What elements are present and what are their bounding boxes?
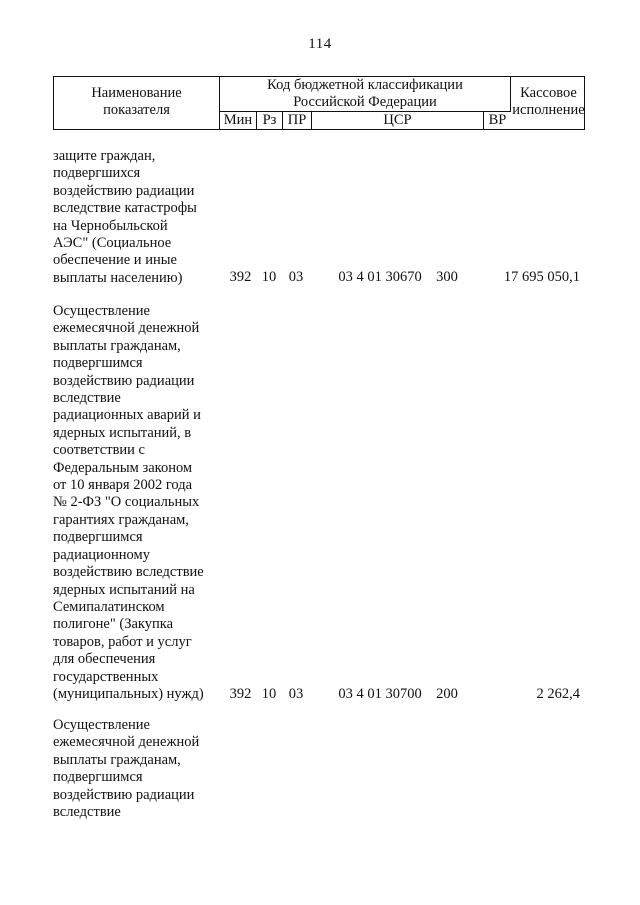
page-number: 114 (308, 36, 332, 52)
header-name: Наименование показателя (54, 77, 220, 129)
header-code-group: Код бюджетной классификации Российской Федерации (220, 77, 511, 112)
row-rz: 10 (261, 686, 277, 702)
table-header (53, 76, 585, 130)
row-csr: 03 4 01 30700 (338, 686, 422, 702)
row-vr: 200 (436, 686, 458, 702)
row-pr: 03 (288, 686, 304, 702)
header-cash-execution: Кассовое исполнение (512, 85, 585, 118)
row-name: защите граждан, подвергшихся воздействию радиации вследствие катастрофы на Чернобыльской АЭС" (Социальное обеспечение и иные выплаты населению) (53, 148, 197, 286)
header-min: Мин (220, 112, 257, 129)
row-min: 392 (229, 686, 252, 702)
row-sum: 2 262,4 (536, 686, 580, 702)
header-rz: Рз (257, 112, 283, 129)
row-rz: 10 (261, 269, 277, 285)
row-vr: 300 (436, 269, 458, 285)
row-name: Осуществление ежемесячной денежной выплаты гражданам, подвергшимся воздействию радиации вследствие радиационных аварий и ядерных испытаний, в соответствии с Федеральным законом от 10 января 2002 года № 2-ФЗ "О социальных гарантиях гражданам, подвергшимся радиационному воздействию вследствие ядерных испытаний на Семипалатинском полигоне" (Закупка товаров, работ и услуг для обеспечения государственных (муниципальных) нужд) (53, 303, 204, 702)
header-pr: ПР (283, 112, 312, 129)
row-pr: 03 (288, 269, 304, 285)
header-csr: ЦСР (312, 112, 484, 129)
row-sum: 17 695 050,1 (503, 269, 580, 285)
row-name: Осуществление ежемесячной денежной выплаты гражданам, подвергшимся воздействию радиации вследствие (53, 717, 200, 821)
row-csr: 03 4 01 30670 (338, 269, 422, 285)
header-vr: ВР (488, 112, 507, 128)
row-min: 392 (229, 269, 252, 285)
